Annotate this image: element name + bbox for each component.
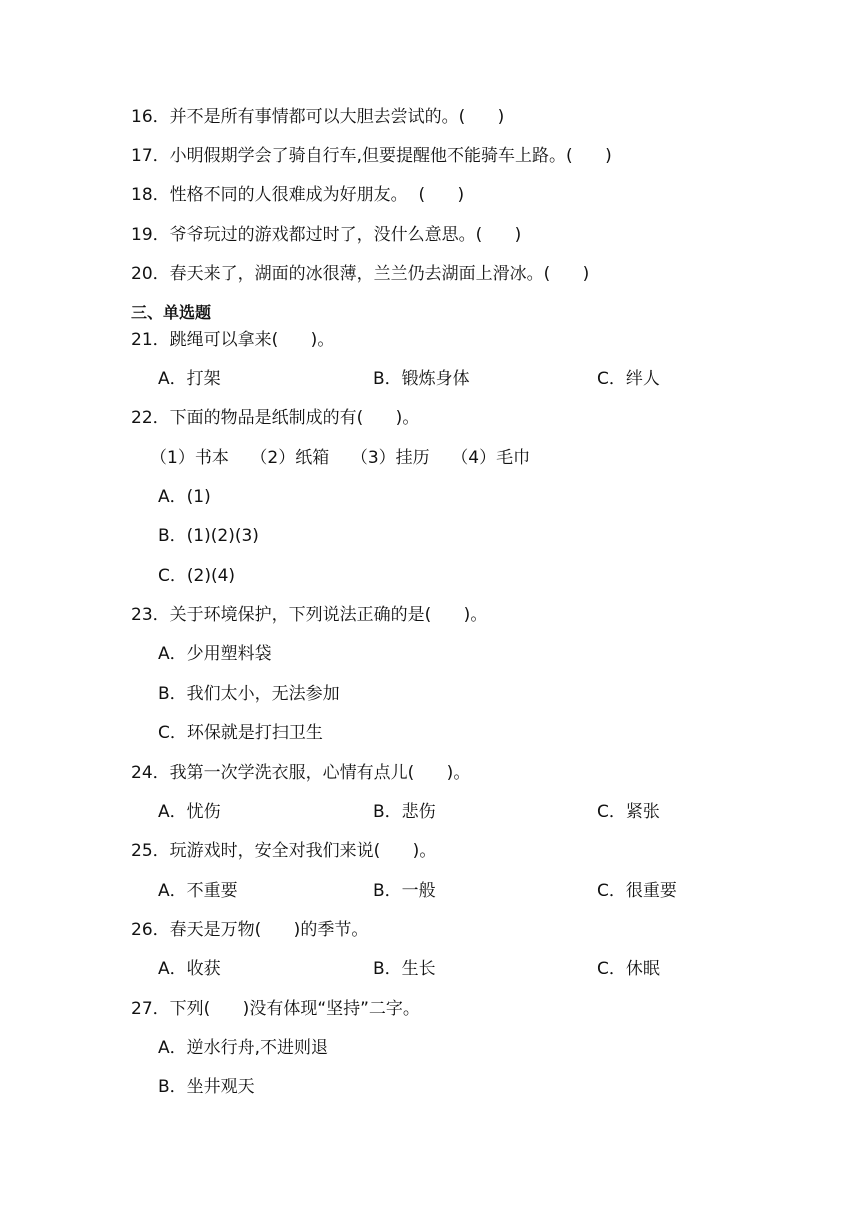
option-c: C．很重要 (597, 881, 677, 901)
question-19: 19．爷爷玩过的游戏都过时了，没什么意思。( ) (131, 225, 522, 245)
question-22-items: （1）书本 （2）纸箱 （3）挂历 （4）毛巾 (150, 448, 531, 468)
question-22: 22．下面的物品是纸制成的有( )。 (131, 408, 420, 428)
option-a: A．逆水行舟,不进则退 (158, 1038, 329, 1058)
option-b: B．(1)(2)(3) (158, 526, 259, 546)
question-21: 21．跳绳可以拿来( )。 (131, 330, 335, 350)
option-c: C．环保就是打扫卫生 (158, 723, 323, 743)
options-24 (0, 801, 860, 823)
option-a: A．收获 (158, 959, 221, 979)
option-b: B．坐井观天 (158, 1077, 255, 1097)
option-b: B．锻炼身体 (373, 369, 470, 389)
option-a: A．打架 (158, 369, 221, 389)
question-23: 23．关于环境保护，下列说法正确的是( )。 (131, 605, 488, 625)
options-25 (0, 880, 860, 902)
option-a: A．(1) (158, 487, 211, 507)
option-c: C．绊人 (597, 369, 660, 389)
option-b: B．我们太小，无法参加 (158, 684, 340, 704)
option-c: C．休眠 (597, 959, 660, 979)
option-b: B．生长 (373, 959, 436, 979)
question-26: 26．春天是万物( )的季节。 (131, 920, 369, 940)
question-24: 24．我第一次学洗衣服，心情有点儿( )。 (131, 763, 471, 783)
question-25: 25．玩游戏时，安全对我们来说( )。 (131, 841, 437, 861)
option-b: B．一般 (373, 881, 436, 901)
options-21 (0, 368, 860, 390)
question-27: 27．下列( )没有体现“坚持”二字。 (131, 999, 420, 1019)
question-16: 16．并不是所有事情都可以大胆去尝试的。( ) (131, 107, 505, 127)
section-heading: 三、单选题 (131, 303, 212, 322)
option-a: A．少用塑料袋 (158, 644, 272, 664)
options-26 (0, 958, 860, 980)
question-18: 18．性格不同的人很难成为好朋友。 ( ) (131, 185, 465, 205)
option-b: B．悲伤 (373, 802, 436, 822)
question-20: 20．春天来了，湖面的冰很薄，兰兰仍去湖面上滑冰。( ) (131, 264, 590, 284)
option-c: C．紧张 (597, 802, 660, 822)
option-c: C．(2)(4) (158, 566, 236, 586)
option-a: A．不重要 (158, 881, 238, 901)
option-a: A．忧伤 (158, 802, 221, 822)
question-17: 17．小明假期学会了骑自行车,但要提醒他不能骑车上路。( ) (131, 146, 612, 166)
